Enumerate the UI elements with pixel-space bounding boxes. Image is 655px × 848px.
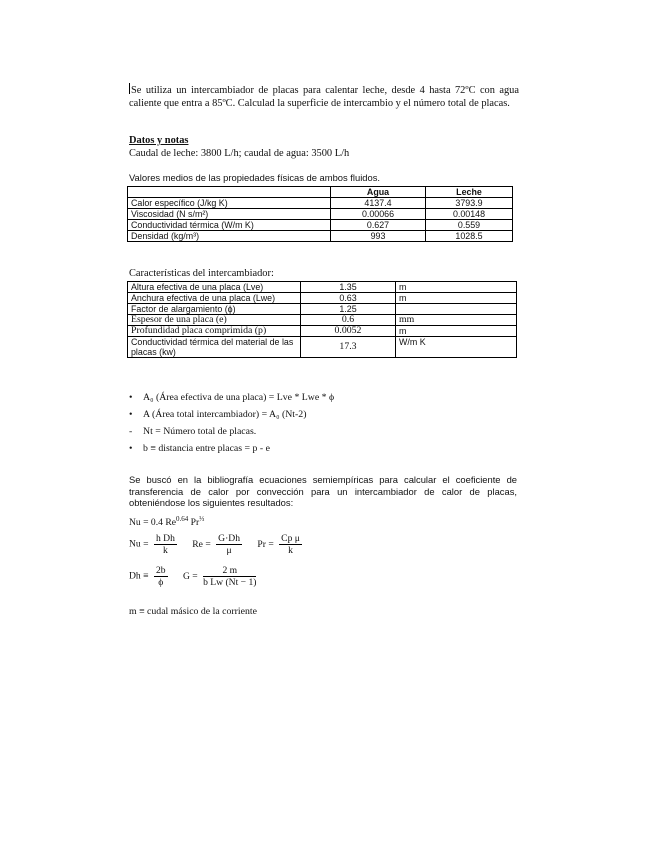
row-label: Espesor de una placa (e): [128, 315, 301, 326]
eq-nu-corr: Nu = 0.4 Re: [129, 517, 176, 529]
row-value: 0.0052: [301, 326, 396, 337]
leche-value: 0.559: [426, 220, 513, 231]
eq-nu-exp: 0.64: [175, 515, 189, 523]
list-item-text: A (Área total intercambiador) = A₀ (Nt-2): [143, 409, 307, 420]
row-unit: W/m K: [396, 337, 517, 358]
row-unit: m: [396, 293, 517, 304]
list-item: [129, 392, 334, 409]
eq-re-lhs: Re =: [192, 538, 211, 550]
table-row: [128, 315, 517, 326]
nusselt-correlation: [129, 515, 204, 528]
row-label: Profundidad placa comprimida (p): [128, 326, 301, 337]
list-item-text: A₀ (Área efectiva de una placa) = Lve * Lwe * ϕ: [143, 392, 335, 403]
table-row: [128, 209, 513, 220]
row-value: 17.3: [301, 337, 396, 358]
row-label: Conductividad térmica (W/m K): [128, 220, 331, 231]
leche-value: 3793.9: [426, 198, 513, 209]
exchanger-table: [127, 281, 517, 358]
agua-value: 0.627: [331, 220, 426, 231]
bullet-mark: -: [129, 426, 133, 437]
table-row: [128, 198, 513, 209]
bullet-mark: •: [129, 392, 133, 403]
dimensionless-equations: [129, 533, 305, 556]
properties-table: [127, 186, 513, 242]
list-item: [129, 443, 334, 460]
agua-value: 993: [331, 231, 426, 242]
eq-dh-lhs: Dh ≡: [129, 570, 149, 582]
eq-dh-fraction: [154, 565, 168, 588]
list-item-text: Nt = Número total de placas.: [143, 426, 257, 437]
eq-g-num: 2 m: [203, 565, 256, 577]
row-unit: mm: [396, 315, 517, 326]
eq-pr-fraction: [279, 533, 302, 556]
caracteristicas-line: Características del intercambiador:: [129, 268, 274, 279]
table-row: [128, 326, 517, 337]
row-unit: [396, 304, 517, 315]
list-item-text: b ≡ distancia entre placas = p - e: [143, 443, 270, 454]
caudal-line: Caudal de leche: 3800 L/h; caudal de agua: 3500 L/h: [129, 148, 350, 159]
row-label: Altura efectiva de una placa (Lve): [128, 282, 301, 293]
valores-line: Valores medios de las propiedades físicas de ambos fluidos.: [129, 172, 381, 183]
section-title-datos: Datos y notas: [129, 135, 189, 146]
list-item: [129, 409, 334, 426]
bullet-mark: •: [129, 409, 133, 420]
agua-value: 0.00066: [331, 209, 426, 220]
hydraulic-equations: [129, 565, 259, 588]
table-row: [128, 220, 513, 231]
row-label: Anchura efectiva de una placa (Lwe): [128, 293, 301, 304]
row-label: Calor específico (J/kg K): [128, 198, 331, 209]
eq-pr-lhs: Pr =: [257, 538, 274, 550]
bibliography-paragraph: Se buscó en la bibliografía ecuaciones semiempíricas para calcular el coeficiente de transferencia de calor por convección para un intercambiador de calor de placas, obteniéndose los siguientes resultados:: [129, 474, 517, 508]
leche-value: 1028.5: [426, 231, 513, 242]
table-header-cell: Agua: [331, 187, 426, 198]
agua-value: 4137.4: [331, 198, 426, 209]
table-row: [128, 282, 517, 293]
eq-nu-fraction: [154, 533, 177, 556]
eq-dh-den: ϕ: [158, 577, 164, 588]
row-value: 0.63: [301, 293, 396, 304]
row-unit: m: [396, 326, 517, 337]
table-row: [128, 231, 513, 242]
leche-value: 0.00148: [426, 209, 513, 220]
eq-g-fraction: [203, 565, 256, 588]
table-row: [128, 293, 517, 304]
bullet-mark: •: [129, 443, 133, 454]
eq-re-den: μ: [226, 545, 232, 556]
row-label: Factor de alargamiento (ϕ): [128, 304, 301, 315]
eq-pr-den: k: [288, 545, 293, 556]
row-unit: m: [396, 282, 517, 293]
row-value: 0.6: [301, 315, 396, 326]
bullet-list: [129, 392, 334, 460]
row-value: 1.35: [301, 282, 396, 293]
table-row: [128, 304, 517, 315]
row-label: Viscosidad (N s/m²): [128, 209, 331, 220]
row-label: Densidad (kg/m³): [128, 231, 331, 242]
eq-g-lhs: G =: [182, 570, 198, 582]
eq-g-den: b Lw (Nt − 1): [203, 577, 257, 588]
row-label: Conductividad térmica del material de las placas (kw): [128, 337, 301, 358]
eq-nu-lhs: Nu =: [129, 538, 149, 550]
eq-pr-exp: ⅓: [199, 515, 205, 523]
table-header-row: [128, 187, 513, 198]
eq-pr-part: Pr: [190, 517, 200, 529]
table-row: [128, 337, 517, 358]
eq-nu-num: h Dh: [155, 533, 175, 544]
text-cursor: [129, 83, 130, 94]
list-item: [129, 426, 334, 443]
intro-paragraph: [129, 83, 519, 110]
table-header-cell: [128, 187, 331, 198]
eq-pr-num: Cp μ: [281, 533, 300, 544]
mass-flow-definition: m ≡ cudal másico de la corriente: [129, 606, 257, 617]
intro-text: Se utiliza un intercambiador de placas para calentar leche, desde 4 hasta 72ºC con agua caliente que entra a 85ºC. Calculad la superficie de intercambio y el número total de placas.: [129, 85, 519, 109]
eq-re-fraction: [216, 533, 242, 556]
eq-nu-den: k: [163, 545, 168, 556]
eq-re-num: G·Dh: [218, 533, 241, 544]
eq-dh-num: 2b: [155, 565, 166, 576]
table-header-cell: Leche: [426, 187, 513, 198]
row-value: 1.25: [301, 304, 396, 315]
